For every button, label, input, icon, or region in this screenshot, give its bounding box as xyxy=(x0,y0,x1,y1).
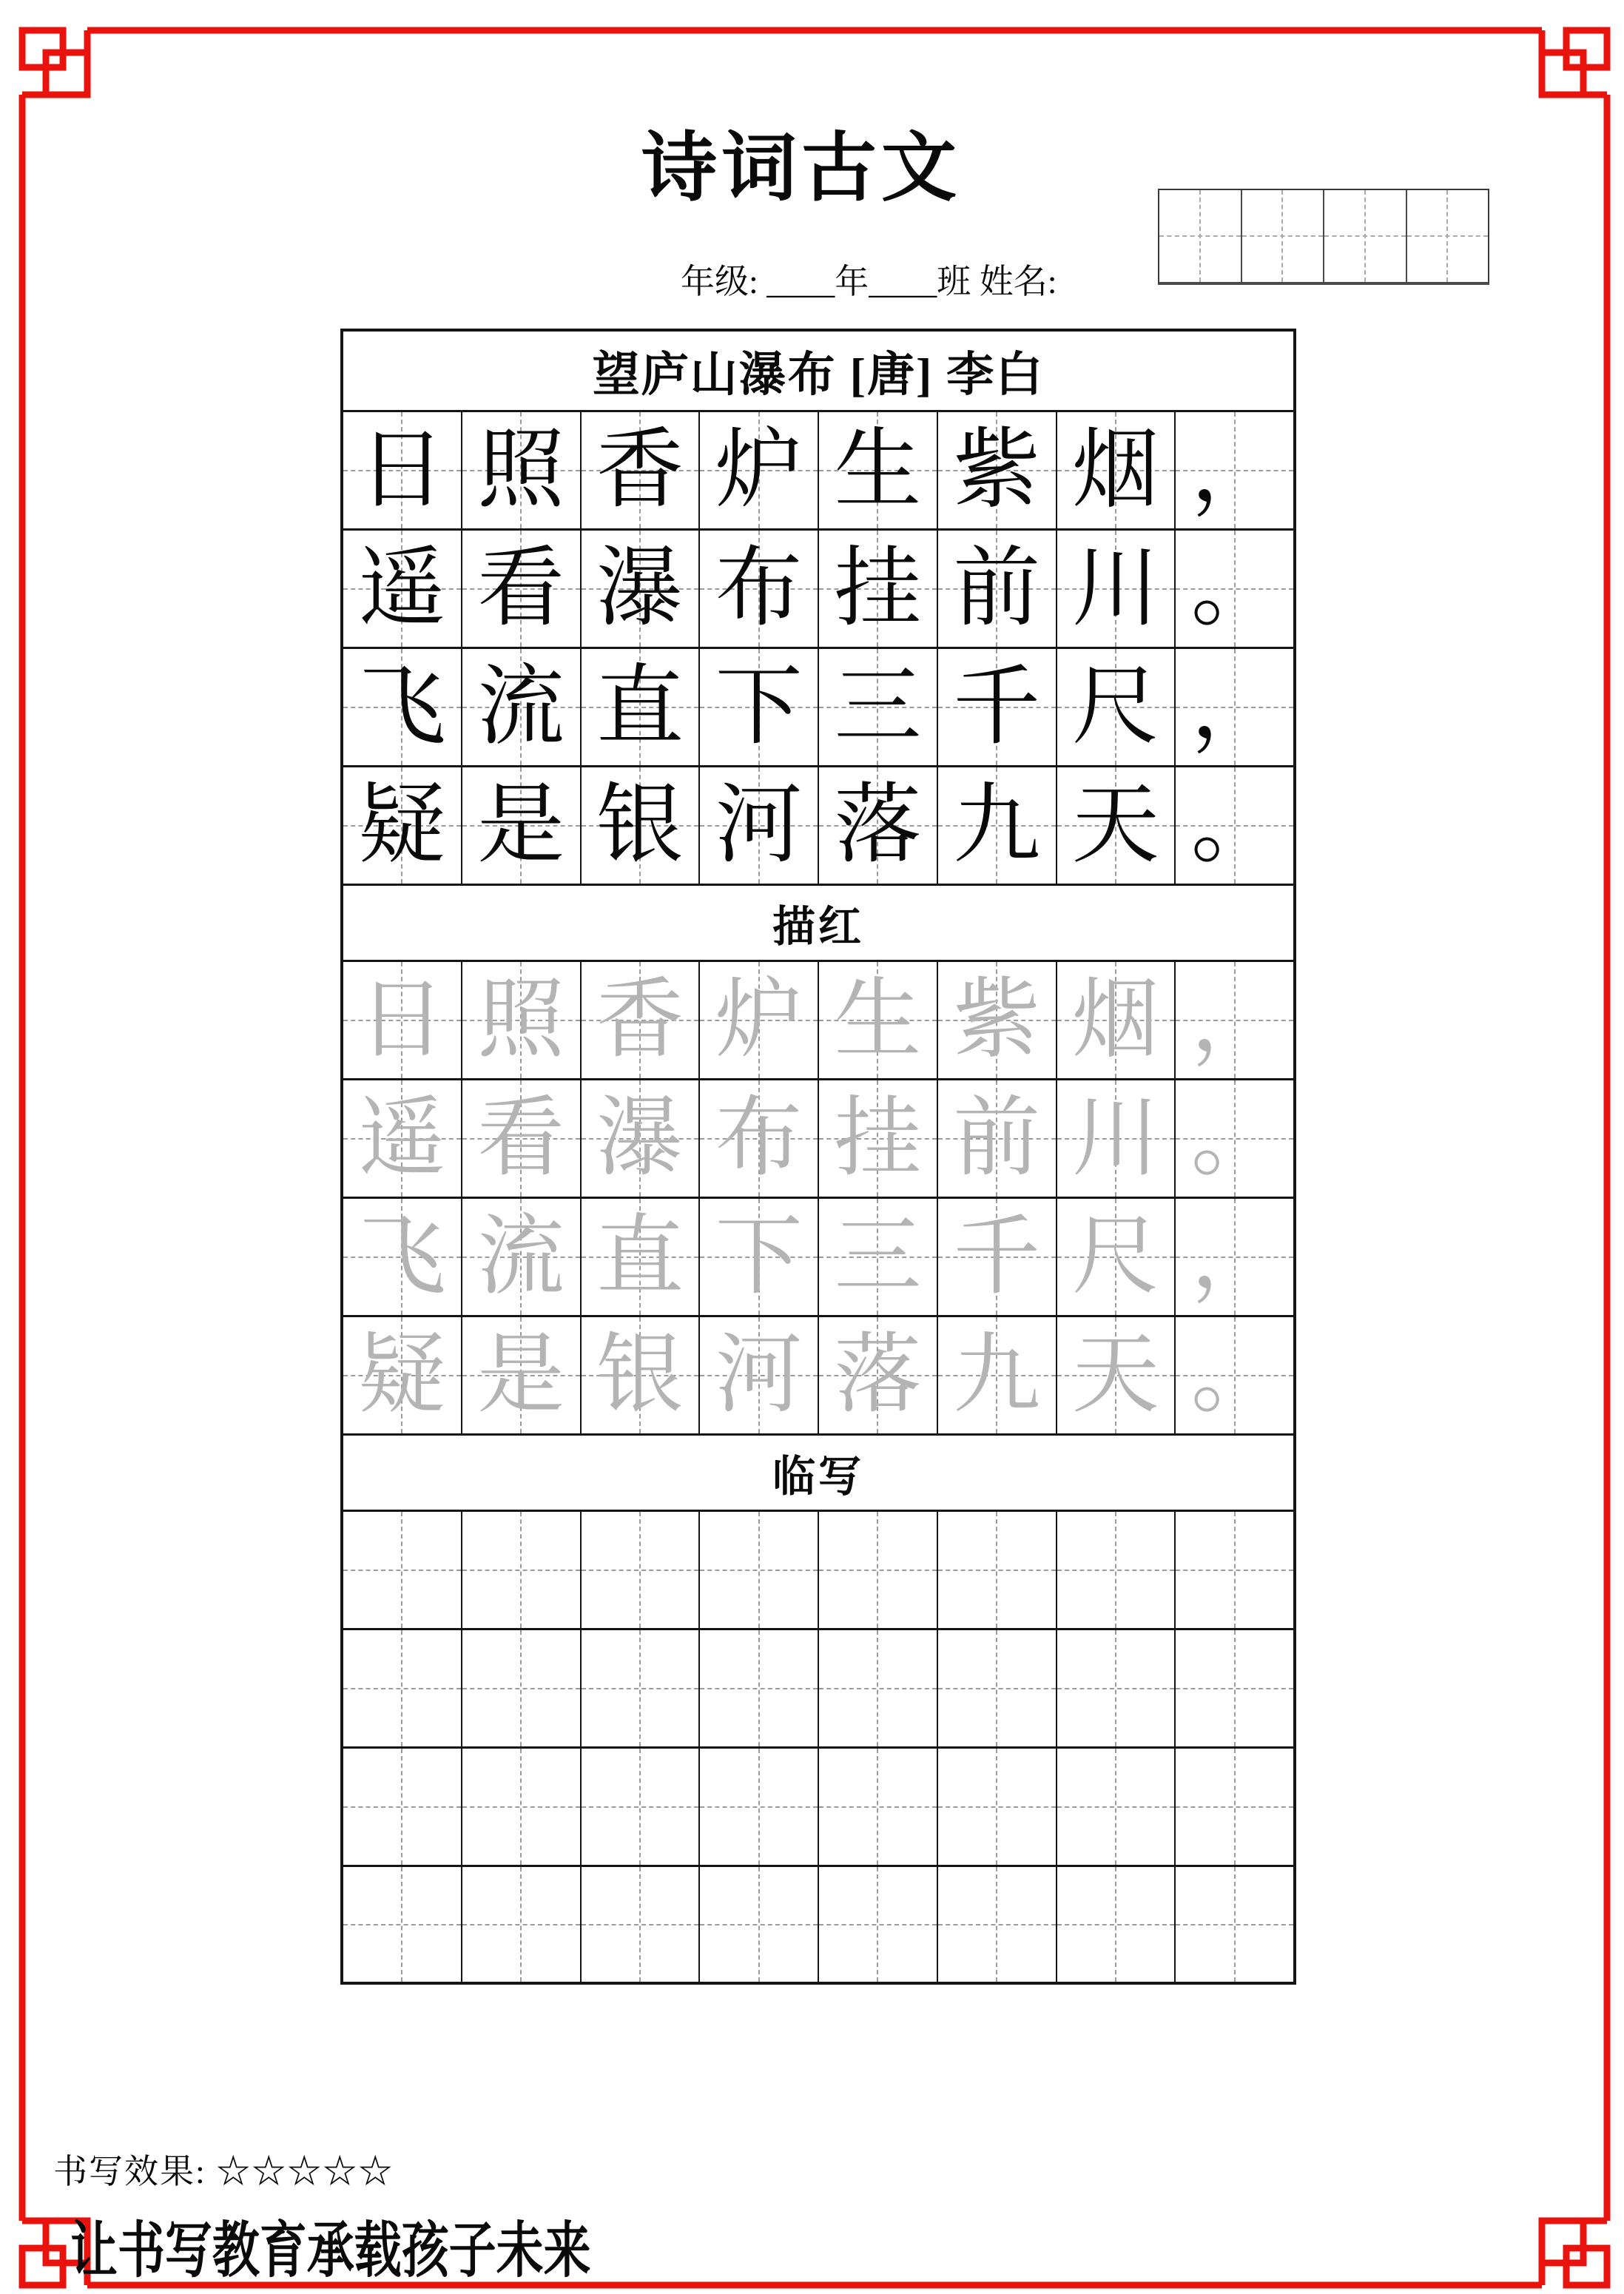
character-glyph: 生 xyxy=(834,421,922,519)
character-glyph: 紫 xyxy=(953,421,1041,519)
practice-cell xyxy=(1174,649,1293,765)
corner-ornament-top-right xyxy=(1542,30,1607,95)
practice-cell xyxy=(343,1512,461,1628)
character-glyph: 是 xyxy=(477,776,565,874)
name-grid-cell xyxy=(1159,190,1241,282)
character-glyph: 下 xyxy=(715,1208,803,1305)
character-glyph: 川 xyxy=(1071,539,1159,637)
character-glyph: 尺 xyxy=(1071,658,1159,756)
name-grid-cell xyxy=(1323,190,1406,282)
character-glyph: 布 xyxy=(715,1089,803,1187)
character-glyph: 生 xyxy=(834,971,922,1069)
practice-cell xyxy=(461,1317,580,1433)
character-glyph: 直 xyxy=(596,1208,684,1305)
practice-cell xyxy=(580,1080,699,1197)
practice-cell xyxy=(937,1867,1056,1982)
practice-cell xyxy=(937,412,1056,528)
character-glyph: 。 xyxy=(1190,1326,1278,1424)
practice-cell xyxy=(1174,1630,1293,1746)
practice-cell xyxy=(698,1317,818,1433)
practice-cell xyxy=(698,1512,818,1628)
practice-cell xyxy=(1174,1512,1293,1628)
practice-cell xyxy=(461,649,580,765)
practice-cell xyxy=(937,649,1056,765)
practice-cell xyxy=(580,531,699,647)
character-glyph: 烟 xyxy=(1071,971,1159,1069)
practice-cell xyxy=(343,412,461,528)
practice-cell xyxy=(1174,1199,1293,1315)
character-glyph: 挂 xyxy=(834,1089,922,1187)
character-glyph: 落 xyxy=(834,1326,922,1424)
poem-row-trace xyxy=(343,1317,1293,1436)
poem-row-ink xyxy=(343,767,1293,886)
empty-row xyxy=(343,1630,1293,1749)
character-glyph: 三 xyxy=(834,1208,922,1305)
character-glyph: 看 xyxy=(477,1089,565,1187)
practice-cell xyxy=(1056,1199,1175,1315)
page-title: 诗词古文 xyxy=(641,127,961,211)
character-glyph: 遥 xyxy=(358,1089,446,1187)
practice-cell xyxy=(698,531,818,647)
practice-cell xyxy=(818,1512,937,1628)
practice-cell xyxy=(580,1630,699,1746)
practice-cell xyxy=(818,649,937,765)
practice-cell xyxy=(580,767,699,884)
practice-cell xyxy=(698,1199,818,1315)
practice-cell xyxy=(1056,962,1175,1078)
practice-cell xyxy=(818,1630,937,1746)
footer-slogan: 让书写教育承载孩子未来 xyxy=(70,2217,591,2284)
practice-cell xyxy=(343,1317,461,1433)
character-glyph: 飞 xyxy=(358,1208,446,1305)
character-glyph: 。 xyxy=(1190,776,1278,874)
practice-cell xyxy=(343,1749,461,1865)
practice-cell xyxy=(343,767,461,884)
practice-cell xyxy=(1174,412,1293,528)
poem-row-trace xyxy=(343,1199,1293,1317)
character-glyph: 疑 xyxy=(358,776,446,874)
practice-cell xyxy=(818,767,937,884)
practice-cell xyxy=(461,1080,580,1197)
character-glyph: 天 xyxy=(1071,776,1159,874)
poem-row-ink xyxy=(343,649,1293,767)
character-glyph: 流 xyxy=(477,658,565,756)
character-glyph: 川 xyxy=(1071,1089,1159,1187)
practice-cell xyxy=(580,412,699,528)
practice-cell xyxy=(1174,962,1293,1078)
character-glyph: 天 xyxy=(1071,1326,1159,1424)
practice-cell xyxy=(1056,649,1175,765)
poem-row-ink xyxy=(343,531,1293,649)
practice-cell xyxy=(698,962,818,1078)
practice-cell xyxy=(1056,1630,1175,1746)
practice-cell xyxy=(1056,531,1175,647)
practice-cell xyxy=(343,531,461,647)
practice-cell xyxy=(461,412,580,528)
practice-cell xyxy=(818,1749,937,1865)
name-grid xyxy=(1158,189,1489,285)
character-glyph: 疑 xyxy=(358,1326,446,1424)
writing-effect-rating: 书写效果: ☆☆☆☆☆ xyxy=(53,2153,394,2190)
character-glyph: ， xyxy=(1190,971,1278,1069)
character-glyph: 紫 xyxy=(953,971,1041,1069)
character-glyph: 瀑 xyxy=(596,539,684,637)
practice-cell xyxy=(818,531,937,647)
empty-row xyxy=(343,1749,1293,1867)
practice-cell xyxy=(343,649,461,765)
character-glyph: 看 xyxy=(477,539,565,637)
practice-cell xyxy=(461,531,580,647)
practice-cell xyxy=(1056,412,1175,528)
poem-row-trace xyxy=(343,962,1293,1080)
practice-cell xyxy=(580,1199,699,1315)
character-glyph: 三 xyxy=(834,658,922,756)
character-glyph: 遥 xyxy=(358,539,446,637)
practice-cell xyxy=(818,962,937,1078)
practice-cell xyxy=(937,767,1056,884)
character-glyph: 前 xyxy=(953,539,1041,637)
practice-cell xyxy=(580,1867,699,1982)
practice-cell xyxy=(461,1749,580,1865)
practice-cell xyxy=(1174,1749,1293,1865)
practice-cell xyxy=(1056,767,1175,884)
character-glyph: 直 xyxy=(596,658,684,756)
poem-row-trace xyxy=(343,1080,1293,1199)
practice-cell xyxy=(698,1749,818,1865)
grade-name-line: 年级: ____年____班 姓名: xyxy=(681,263,1057,300)
character-glyph: 九 xyxy=(953,1326,1041,1424)
name-grid-cell xyxy=(1241,190,1324,282)
practice-cell xyxy=(580,1317,699,1433)
practice-cell xyxy=(1056,1867,1175,1982)
practice-cell xyxy=(937,1749,1056,1865)
practice-cell xyxy=(937,531,1056,647)
empty-row xyxy=(343,1867,1293,1982)
character-glyph: 香 xyxy=(596,971,684,1069)
practice-cell xyxy=(937,1512,1056,1628)
character-glyph: ， xyxy=(1190,1208,1278,1305)
empty-row xyxy=(343,1512,1293,1630)
practice-cell xyxy=(698,1630,818,1746)
practice-cell xyxy=(461,962,580,1078)
character-glyph: 。 xyxy=(1190,539,1278,637)
character-glyph: ， xyxy=(1190,658,1278,756)
character-glyph: 挂 xyxy=(834,539,922,637)
character-glyph: 布 xyxy=(715,539,803,637)
practice-cell xyxy=(580,962,699,1078)
character-glyph: 千 xyxy=(953,658,1041,756)
character-glyph: 。 xyxy=(1190,1089,1278,1187)
practice-cell xyxy=(937,1080,1056,1197)
practice-cell xyxy=(343,1867,461,1982)
practice-cell xyxy=(1174,531,1293,647)
practice-cell xyxy=(698,649,818,765)
practice-cell xyxy=(461,767,580,884)
character-glyph: 瀑 xyxy=(596,1089,684,1187)
character-glyph: ， xyxy=(1190,421,1278,519)
practice-cell xyxy=(818,1199,937,1315)
practice-cell xyxy=(343,1199,461,1315)
character-glyph: 银 xyxy=(596,1326,684,1424)
character-glyph: 是 xyxy=(477,1326,565,1424)
practice-cell xyxy=(343,1630,461,1746)
practice-cell xyxy=(343,962,461,1078)
practice-cell xyxy=(1174,1867,1293,1982)
character-glyph: 九 xyxy=(953,776,1041,874)
character-glyph: 银 xyxy=(596,776,684,874)
practice-cell xyxy=(698,412,818,528)
character-glyph: 下 xyxy=(715,658,803,756)
character-glyph: 照 xyxy=(477,971,565,1069)
practice-table xyxy=(340,329,1296,1985)
character-glyph: 香 xyxy=(596,421,684,519)
character-glyph: 日 xyxy=(358,421,446,519)
practice-cell xyxy=(580,649,699,765)
character-glyph: 前 xyxy=(953,1089,1041,1187)
corner-ornament-bottom-right xyxy=(1542,2221,1607,2285)
practice-cell xyxy=(461,1512,580,1628)
corner-ornament-top-left xyxy=(22,30,87,95)
character-glyph: 河 xyxy=(715,776,803,874)
practice-cell xyxy=(1174,1080,1293,1197)
character-glyph: 照 xyxy=(477,421,565,519)
practice-cell xyxy=(343,1080,461,1197)
practice-cell xyxy=(698,1080,818,1197)
character-glyph: 尺 xyxy=(1071,1208,1159,1305)
character-glyph: 河 xyxy=(715,1326,803,1424)
character-glyph: 流 xyxy=(477,1208,565,1305)
character-glyph: 炉 xyxy=(715,421,803,519)
practice-cell xyxy=(818,1867,937,1982)
practice-cell xyxy=(461,1630,580,1746)
character-glyph: 飞 xyxy=(358,658,446,756)
practice-cell xyxy=(937,1630,1056,1746)
section-label-linxie: 临写 xyxy=(343,1436,1293,1512)
practice-cell xyxy=(937,962,1056,1078)
practice-cell xyxy=(1174,1317,1293,1433)
practice-cell xyxy=(1174,767,1293,884)
practice-cell xyxy=(461,1199,580,1315)
practice-cell xyxy=(818,412,937,528)
practice-cell xyxy=(1056,1512,1175,1628)
practice-cell xyxy=(580,1512,699,1628)
practice-cell xyxy=(818,1317,937,1433)
character-glyph: 落 xyxy=(834,776,922,874)
practice-cell xyxy=(818,1080,937,1197)
character-glyph: 日 xyxy=(358,971,446,1069)
name-grid-cell xyxy=(1406,190,1489,282)
practice-cell xyxy=(1056,1080,1175,1197)
character-glyph: 千 xyxy=(953,1208,1041,1305)
practice-cell xyxy=(698,1867,818,1982)
section-label-miaohong: 描红 xyxy=(343,886,1293,962)
practice-cell xyxy=(1056,1317,1175,1433)
character-glyph: 炉 xyxy=(715,971,803,1069)
practice-cell xyxy=(937,1317,1056,1433)
practice-cell xyxy=(1056,1749,1175,1865)
practice-cell xyxy=(937,1199,1056,1315)
practice-cell xyxy=(580,1749,699,1865)
practice-cell xyxy=(698,767,818,884)
practice-cell xyxy=(461,1867,580,1982)
poem-row-ink xyxy=(343,412,1293,531)
poem-title-row: 望庐山瀑布 [唐] 李白 xyxy=(343,332,1293,412)
character-glyph: 烟 xyxy=(1071,421,1159,519)
